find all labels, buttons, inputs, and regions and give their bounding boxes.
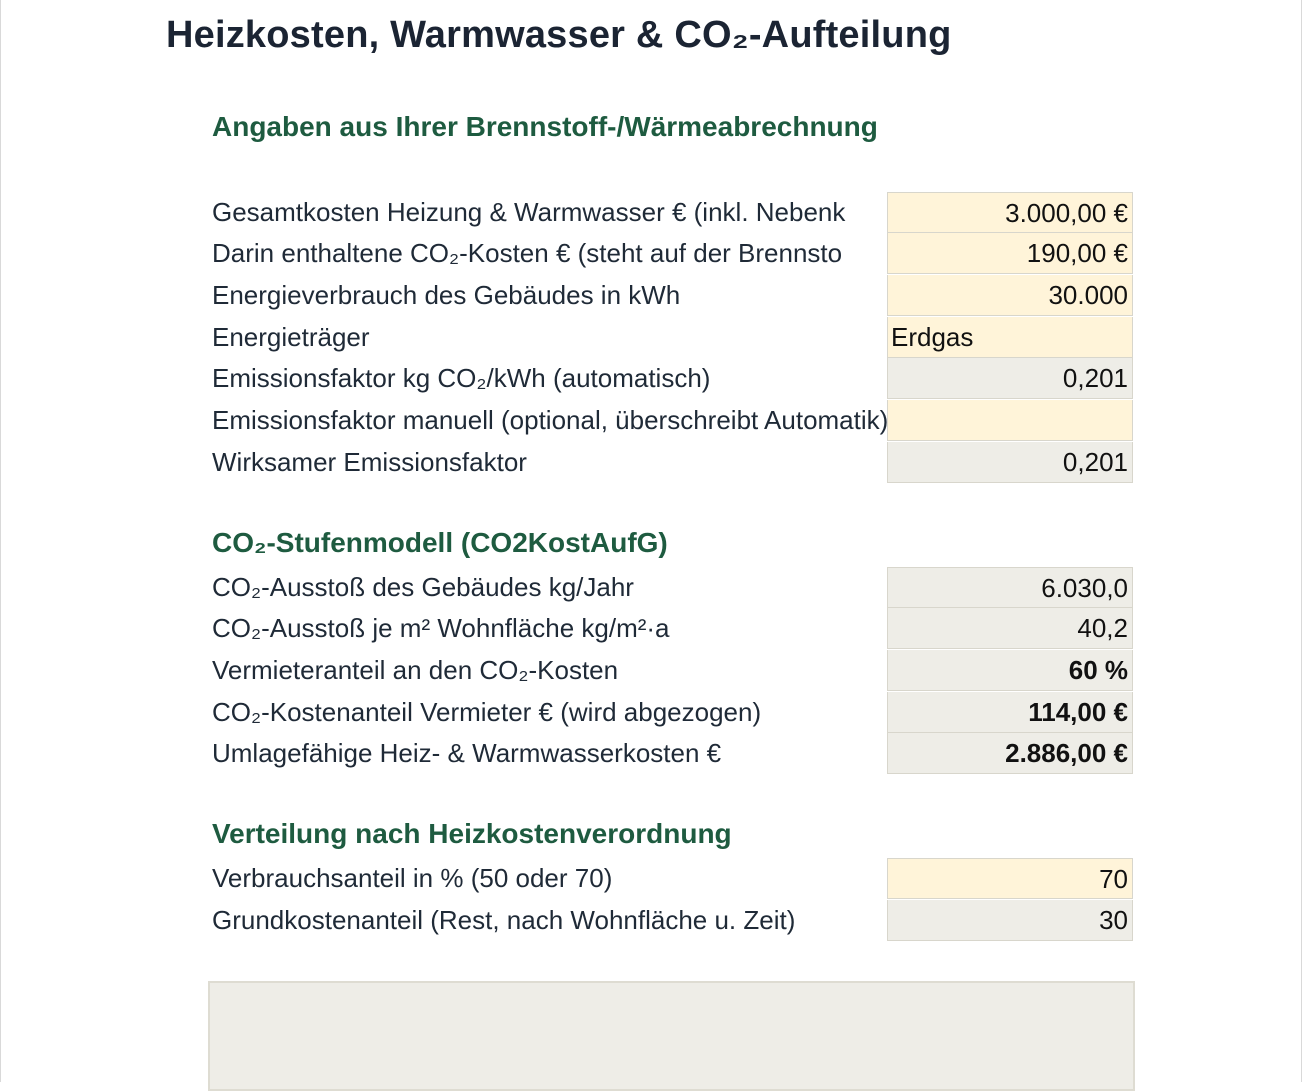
value-co2-kostenanteil-vermieter: 114,00 € — [887, 692, 1133, 733]
label-co2-je-m2: CO₂-Ausstoß je m² Wohnfläche kg/m²·a — [212, 613, 670, 643]
input-gesamtkosten[interactable]: 3.000,00 € — [887, 192, 1133, 233]
row-wirksamer-emissionsfaktor — [212, 442, 1136, 483]
value-emissionsfaktor-auto: 0,201 — [887, 358, 1133, 399]
value-wirksamer-emissionsfaktor: 0,201 — [887, 442, 1133, 483]
value-co2-ausstoss: 6.030,0 — [887, 567, 1133, 608]
input-energieverbrauch[interactable]: 30.000 — [887, 275, 1133, 316]
label-gesamtkosten: Gesamtkosten Heizung & Warmwasser € (inkl. Nebenk — [212, 197, 846, 227]
input-emissionsfaktor-manuell[interactable] — [887, 400, 1133, 441]
label-emissionsfaktor-manuell: Emissionsfaktor manuell (optional, überschreibt Automatik) — [212, 405, 889, 435]
label-energieverbrauch: Energieverbrauch des Gebäudes in kWh — [212, 280, 681, 310]
label-grundkostenanteil: Grundkostenanteil (Rest, nach Wohnfläche u. Zeit) — [212, 905, 796, 935]
row-co2-je-m2 — [212, 608, 1136, 649]
page-title: Heizkosten, Warmwasser & CO₂-Aufteilung — [166, 14, 952, 56]
label-verbrauchsanteil: Verbrauchsanteil in % (50 oder 70) — [212, 863, 613, 893]
value-grundkostenanteil: 30 — [887, 900, 1133, 941]
label-co2-kostenanteil-vermieter: CO₂-Kostenanteil Vermieter € (wird abgezogen) — [212, 697, 762, 727]
row-umlagefaehige-kosten — [212, 733, 1136, 774]
row-grundkostenanteil — [212, 900, 1136, 941]
label-co2-ausstoss: CO₂-Ausstoß des Gebäudes kg/Jahr — [212, 572, 634, 602]
value-umlagefaehige-kosten: 2.886,00 € — [887, 733, 1133, 774]
label-umlagefaehige-kosten: Umlagefähige Heiz- & Warmwasserkosten € — [212, 738, 722, 768]
row-energieverbrauch — [212, 275, 1136, 316]
row-emissionsfaktor-manuell — [212, 400, 1136, 441]
value-co2-je-m2: 40,2 — [887, 608, 1133, 649]
label-vermieteranteil: Vermieteranteil an den CO₂-Kosten — [212, 655, 619, 685]
input-verbrauchsanteil[interactable]: 70 — [887, 858, 1133, 899]
label-co2-kosten: Darin enthaltene CO₂-Kosten € (steht auf der Brennsto — [212, 238, 843, 268]
section-heading-co2-stufenmodell: CO₂-Stufenmodell (CO2KostAufG) — [212, 527, 668, 558]
row-co2-kosten — [212, 233, 1136, 274]
row-co2-kostenanteil-vermieter — [212, 692, 1136, 733]
row-co2-ausstoss — [212, 567, 1136, 608]
label-emissionsfaktor-auto: Emissionsfaktor kg CO₂/kWh (automatisch) — [212, 363, 711, 393]
section-heading-verteilung: Verteilung nach Heizkostenverordnung — [212, 818, 732, 849]
row-gesamtkosten — [212, 192, 1136, 233]
input-co2-kosten[interactable]: 190,00 € — [887, 233, 1133, 274]
row-verbrauchsanteil — [212, 858, 1136, 899]
result-panel — [208, 981, 1135, 1091]
select-energietraeger[interactable]: Erdgas — [887, 317, 1133, 358]
row-emissionsfaktor-auto — [212, 358, 1136, 399]
section-heading-brennstoff: Angaben aus Ihrer Brennstoff-/Wärmeabrechnung — [212, 111, 878, 142]
label-energietraeger: Energieträger — [212, 322, 370, 352]
row-energietraeger — [212, 317, 1136, 358]
row-vermieteranteil — [212, 650, 1136, 691]
label-wirksamer-emissionsfaktor: Wirksamer Emissionsfaktor — [212, 447, 527, 477]
value-vermieteranteil: 60 % — [887, 650, 1133, 691]
